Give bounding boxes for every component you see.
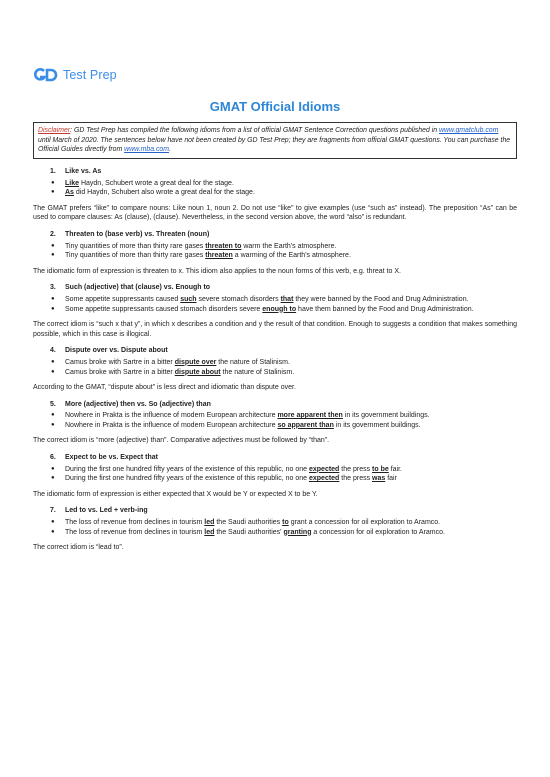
section-heading: [50, 230, 517, 240]
example-list: [33, 518, 517, 537]
example-sentence: [33, 188, 517, 198]
idioms-content: [33, 167, 517, 560]
idiom-underline: expected: [308, 475, 340, 483]
sentence-text: the nature of Stalinism.: [220, 368, 295, 376]
section-title: More (adjective) then vs. So (adjective) than: [65, 400, 211, 408]
idiom-section: [33, 400, 517, 446]
sentence-text: fair: [385, 475, 397, 483]
sentence-text: severe stomach disorders: [196, 295, 281, 303]
explanation-note: The correct idiom is “such x that y”, in which x describes a condition and y the result of that condition. Enough to suggests a condition that makes something possible, which in this case is illogical.: [33, 321, 517, 338]
disclaimer-text: until March of 2020. The sentences below have not been created by GD Test Prep; they are fragments from official GMAT questions. You can purchase the Official Guides directly from: [38, 136, 511, 154]
idiom-underline: threaten to: [205, 242, 242, 250]
section-heading: [50, 506, 517, 516]
example-list: [33, 465, 517, 484]
disclaimer-label: Disclaimer: [38, 127, 71, 134]
idiom-section: [33, 346, 517, 392]
example-sentence: [33, 411, 517, 421]
sentence-text: Some appetite suppressants caused stomach disorders severe: [65, 305, 263, 313]
example-sentence: [33, 518, 517, 528]
example-sentence: [33, 242, 517, 252]
sentence-text: Tiny quantities of more than thirty rare gases: [65, 252, 206, 260]
explanation-note: According to the GMAT, “dispute about” is less direct and idiomatic than dispute over.: [33, 384, 296, 392]
mba-link[interactable]: www.mba.com: [124, 146, 169, 154]
section-heading: [50, 283, 517, 293]
sentence-text: The loss of revenue from declines in tourism: [65, 519, 205, 527]
sentence-text: the Saudi authorities: [214, 519, 283, 527]
sentence-text: they were banned by the Food and Drug Administration.: [293, 295, 469, 303]
brand-name: Test Prep: [63, 68, 117, 82]
idiom-underline: As: [65, 189, 74, 197]
idiom-section: [33, 506, 517, 552]
example-sentence: [33, 305, 517, 315]
sentence-text: Nowhere in Prakta is the influence of modern European architecture: [65, 412, 278, 420]
section-title: Threaten to (base verb) vs. Threaten (noun): [65, 230, 210, 238]
sentence-text: the Saudi authorities': [214, 528, 284, 536]
sentence-text: Haydn, Schubert wrote a great deal for the stage.: [79, 179, 234, 187]
section-title: Expect to be vs. Expect that: [65, 454, 158, 462]
sentence-text: in its government buildings.: [342, 412, 430, 420]
explanation-note: The idiomatic form of expression is threaten to x. This idiom also applies to the noun forms of this verb, e.g. threat to X.: [33, 267, 401, 275]
example-list: [33, 411, 517, 430]
sentence-text: grant a concession for oil exploration to Aramco.: [288, 519, 441, 527]
idiom-underline: to be: [372, 465, 389, 473]
section-heading: [50, 346, 517, 356]
idiom-underline: to: [282, 519, 289, 527]
idiom-underline: such: [180, 295, 197, 303]
sentence-text: fair.: [388, 465, 402, 473]
idiom-underline: more apparent then: [277, 412, 343, 420]
idiom-underline: threaten: [205, 252, 233, 260]
example-sentence: [33, 368, 517, 378]
sentence-text: in its government buildings.: [333, 421, 421, 429]
idiom-underline: Like: [65, 179, 80, 187]
example-sentence: [33, 528, 517, 538]
gmatclub-link[interactable]: www.gmatclub.com: [439, 127, 499, 134]
idiom-underline: that: [280, 295, 294, 303]
sentence-text: the press: [339, 475, 373, 483]
explanation-note: The correct idiom is “lead to”.: [33, 544, 124, 552]
section-heading: [50, 400, 517, 410]
page-title: GMAT Official Idioms: [209, 99, 341, 114]
sentence-text: the press: [339, 465, 373, 473]
section-title: Dispute over vs. Dispute about: [65, 347, 168, 355]
section-title: Like vs. As: [65, 168, 102, 175]
idiom-underline: was: [372, 475, 386, 483]
sentence-text: Some appetite suppressants caused: [65, 295, 181, 303]
example-sentence: [33, 465, 517, 475]
example-sentence: [33, 421, 517, 431]
idiom-section: [33, 283, 517, 339]
idiom-section: [33, 230, 517, 276]
example-list: [33, 242, 517, 261]
brand-logo: [33, 66, 117, 84]
section-number: 7.: [50, 507, 56, 515]
example-sentence: [33, 295, 517, 305]
idiom-underline: enough to: [262, 305, 297, 313]
example-sentence: [33, 358, 517, 368]
idiom-underline: dispute about: [174, 368, 221, 376]
idiom-underline: led: [204, 528, 215, 536]
section-number: 1.: [50, 168, 56, 175]
section-heading: [50, 167, 517, 177]
disclaimer-text: : GD Test Prep has compiled the following idioms from a list of official GMAT Sentence Correction questions published in: [70, 127, 439, 134]
sentence-text: During the first one hundred fifty years of the existence of this republic, no one: [65, 475, 309, 483]
example-sentence: [33, 179, 517, 189]
section-number: 4.: [50, 347, 56, 355]
idiom-underline: granting: [283, 528, 312, 536]
section-number: 3.: [50, 284, 56, 292]
example-list: [33, 179, 517, 198]
idiom-underline: led: [204, 519, 215, 527]
idiom-underline: expected: [308, 465, 340, 473]
example-list: [33, 295, 517, 314]
sentence-text: Tiny quantities of more than thirty rare gases: [65, 242, 206, 250]
section-title: Such (adjective) that (clause) vs. Enough to: [65, 284, 211, 292]
example-sentence: [33, 251, 517, 261]
sentence-text: Camus broke with Sartre in a bitter: [65, 358, 175, 366]
example-list: [33, 358, 517, 377]
disclaimer-text: .: [168, 146, 171, 154]
section-number: 6.: [50, 454, 56, 462]
sentence-text: warm the Earth's atmosphere.: [241, 242, 337, 250]
section-heading: [50, 453, 517, 463]
explanation-note: The GMAT prefers “like” to compare nouns: Like noun 1, noun 2. Do not use “like” to give examples (use “such as” instead). The preposition “As” can be used to compare clauses: As (clause), (clause). Nevertheless, in the second version above, the word “also” is redundant.: [33, 204, 517, 222]
section-title: Led to vs. Led + verb-ing: [65, 507, 148, 515]
sentence-text: a concession for oil exploration to Aramco.: [311, 528, 445, 536]
sentence-text: a warming of the Earth's atmosphere.: [232, 252, 351, 260]
section-number: 2.: [50, 230, 56, 238]
explanation-note: The idiomatic form of expression is either expected that X would be Y or expected X to be Y.: [33, 490, 318, 498]
sentence-text: did Haydn, Schubert also wrote a great deal for the stage.: [73, 189, 255, 197]
idiom-section: [33, 453, 517, 499]
section-number: 5.: [50, 400, 56, 408]
sentence-text: have them banned by the Food and Drug Administration.: [296, 305, 474, 313]
idiom-underline: so apparent than: [277, 421, 334, 429]
sentence-text: The loss of revenue from declines in tourism: [65, 528, 205, 536]
idiom-section: [33, 167, 517, 223]
sentence-text: Nowhere in Prakta is the influence of modern European architecture: [65, 421, 278, 429]
sentence-text: During the first one hundred fifty years of the existence of this republic, no one: [65, 465, 309, 473]
gd-logo-icon: [33, 68, 59, 82]
sentence-text: the nature of Stalinism.: [216, 358, 290, 366]
sentence-text: Camus broke with Sartre in a bitter: [65, 368, 175, 376]
example-sentence: [33, 474, 517, 484]
idiom-underline: dispute over: [174, 358, 217, 366]
disclaimer-box: [33, 122, 517, 159]
explanation-note: The correct idiom is “more (adjective) than”. Comparative adjectives must be followed by “than”.: [33, 437, 330, 445]
